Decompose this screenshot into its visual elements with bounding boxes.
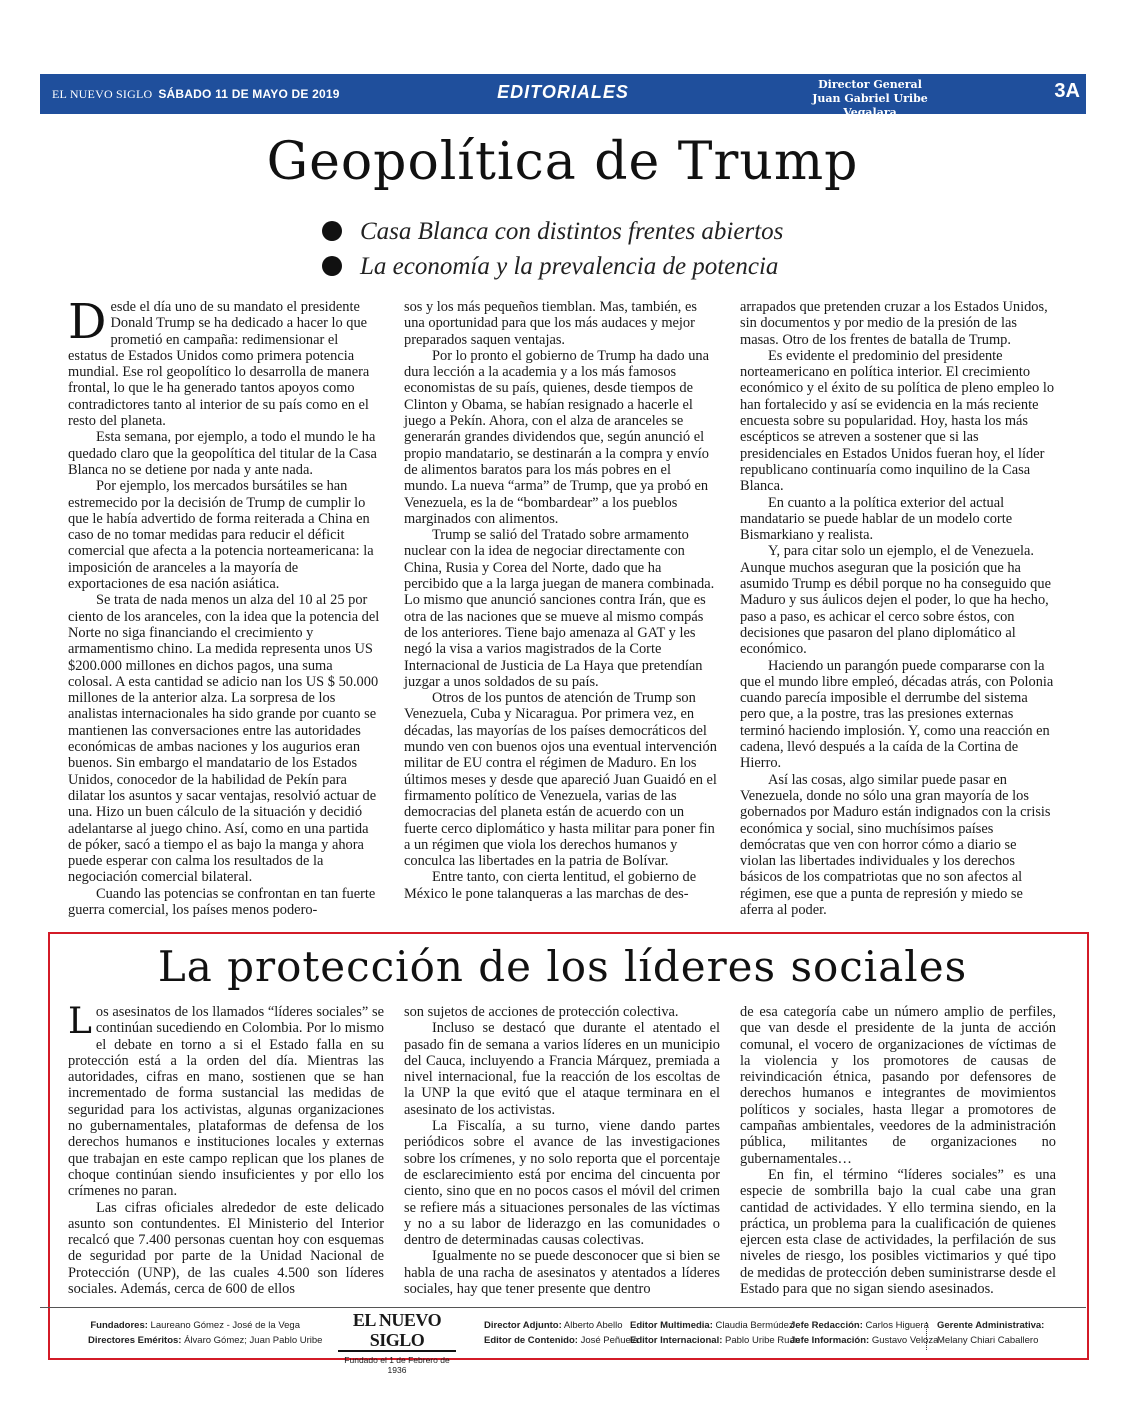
footer-founders: Fundadores: Laureano Gómez - José de la Vega Directores Eméritos: Álvaro Gómez; Juan Pablo Uribe [88,1320,323,1346]
article1-column-1 [68,294,380,918]
article1-subtitles [322,214,783,284]
article1-subtitle: Casa Blanca con distintos frentes abiertos [322,214,783,249]
paragraph: Incluso se destacó que durante el atentado el pasado fin de semana a varios líderes en un municipio del Cauca, incluyendo a Francia Márquez, premiada a nivel internacional, fue la reacción de los escoltas de la UNP la que evitó que el ataque terminara en el asesinato de los activistas. [404,1020,720,1118]
article2-column-1 [68,1001,384,1298]
bullet-icon [322,221,342,241]
article2-column-3 [740,1004,1056,1297]
paragraph: Se trata de nada menos un alza del 10 al 25 por ciento de los aranceles, con la idea que la potencia del Norte no siga financiando el crecimiento y armamentismo chino. La medida representa unos US $200.000 millones en dichos pagos, una suma colosal. A esta cantidad se adicio nan los US $ 50.000 millones de la anterior alza. La sorpresa de los analistas internacionales ha sido grande por cuanto se mantienen las conversaciones entre las autoridades económicas de ambas naciones y los augurios eran buenos. Sin embargo el mandatario de los Estados Unidos, conocedor de la habilidad de Pekín para dilatar los asuntos y sacar ventajas, resolvió actuar de una. Hizo un buen cálculo de la situación y decidió adelantarse al juego chino. Así, como en una partida de póker, sacó a tiempo el as bajo la manga y ahora puede esperar con calma los resultados de la negociación comercial bilateral. [68,592,380,886]
section-name: EDITORIALES [497,82,629,102]
footer-separator [926,1322,927,1350]
director-block [785,78,955,120]
director-name: Juan Gabriel Uribe Vegalara [812,92,928,119]
paragraph: Trump se salió del Tratado sobre armamento nuclear con la idea de negociar directamente con China, Rusia y Corea del Norte, dado que ha percibido que a la larga juegan de manera combinada. Lo mismo que anunció sanciones contra Irán, que es otra de las naciones que se mueve al mismo compás de los anteriores. Tiene bajo amenaza al GAT y les negó la visa a varios magistrados de la Corte Internacional de Justicia de La Haya que pretendían juzgar a unos soldados de su país. [404,527,715,690]
article1-column-2 [404,299,718,902]
paragraph: sos y los más pequeños tiemblan. Mas, también, es una oportunidad para que los más audaces y mejor preparados saquen ventajas. [404,299,697,348]
paragraph: arrapados que pretenden cruzar a los Estados Unidos, sin documentos y por medio de la presión de las masas. Otro de los frentes de batalla de Trump. [740,299,1048,348]
footer-editors-3: Jefe Redacción: Carlos Higuera Jefe Información: Gustavo Veloza [790,1320,939,1346]
section-header-bar [40,74,1086,119]
paragraph: Es evidente el predominio del presidente norteamericano en política interior. El crecimiento económico y el éxito de su política de pleno empleo lo han fortalecido y así se evidencia en la más reciente encuesta sobre su popularidad. Hoy, hasta los más escépticos se atreven a sostener que si las presidenciales en Estados Unidos fueran hoy, el líder republicano continuaría como inquilino de la Casa Blanca. [740,347,1055,495]
article1-subtitle: La economía y la prevalencia de potencia [322,249,783,284]
director-title: Director General [818,78,922,91]
footer-editors-1: Director Adjunto: Alberto Abello Editor de Contenido: José Peñuela [484,1320,639,1346]
paragraph: de esa categoría cabe un número amplio de perfiles, que van desde el presidente de la junta de acción comunal, el vocero de organizaciones de víctimas de la violencia y los promotores de causas de reivindicación étnica, pasando por defensores de derechos humanos e integrantes de movimientos políticos y sociales, hasta llegar a promotores de campañas ambientales, veedores de la administración pública, militantes de organizaciones no gubernamentales… [740,1004,1056,1167]
newspaper-logo: EL NUEVO SIGLO Fundado el 1 de Febrero de 1936 [338,1310,456,1375]
footer-manager: Gerente Administrativa: Melany Chiari Caballero [937,1320,1045,1346]
paragraph: Entre tanto, con cierta lentitud, el gobierno de México le pone talanqueras a las marchas de des- [404,869,697,902]
founded-date: Fundado el 1 de Febrero de 1936 [344,1355,450,1375]
drop-cap: L [68,1001,92,1042]
footer-divider [40,1307,1086,1308]
article2-title: La protección de los líderes sociales [157,942,968,991]
drop-cap: D [68,294,107,350]
paragraph: Por lo pronto el gobierno de Trump ha dado una dura lección a la academia y a los más famosos economistas de su país, quienes, desde tiempos de Clinton y Obama, se habían resignado a hacerle el juego a Pekín. Ahora, con el alza de aranceles se generarán grandes dividendos que, según anunció el propio mandatario, se destinarán a la compra y envío de alimentos baratos para los más pobres en el mundo. La nueva “arma” de Trump, que ya probó en Venezuela, es la de “bombardear” a los pueblos marginados con alimentos. [404,347,709,527]
paragraph: Y, para citar solo un ejemplo, el de Venezuela. Aunque muchos aseguran que la posición que ha asumido Trump es débil porque no ha conseguido que Maduro y sus áulicos dejen el poder, lo que ha hecho, paso a paso, es achicar el cerco sobre éstos, con decisiones que pasaron del plano diplomático al económico. [740,543,1051,658]
paragraph: En cuanto a la política exterior del actual mandatario se puede hablar de un modelo corte Bismarkiano y realista. [740,494,1013,544]
paragraph: Los asesinatos de los llamados “líderes sociales” se continúan sucediendo en Colombia. Por lo mismo el debate en torno a si el Estado falla en su protección está a la orden del día. Mientras las autoridades, cifras en mano, sostienen que se han incrementado de forma sustancial las medidas de seguridad para los activistas, algunas organizaciones no gubernamentales, plataformas de defensa de los derechos humanos e instituciones locales y externas que trabajan en este campo replican que los planes de choque continúan siendo insuficientes y por ello los crímenes no paran. [68,1001,384,1200]
paragraph: son sujetos de acciones de protección colectiva. [404,1004,679,1020]
header-date: SÁBADO 11 DE MAYO DE 2019 [158,87,340,101]
article2-column-2 [404,1004,720,1297]
article1-column-3 [740,299,1056,918]
paragraph: Esta semana, por ejemplo, a todo el mundo le ha quedado claro que la geopolítica del titular de la Casa Blanca no se detiene por nada y ante nada. [68,429,377,478]
header-paper-name: EL NUEVO SIGLO [52,87,153,101]
paragraph: Así las cosas, algo similar puede pasar en Venezuela, donde no sólo una gran mayoría de los gobernados por Maduro están indignados con la crisis económica y social, sino muchísimos países demócratas que ven con horror cómo a diario se violan las libertades individuales y los derechos básicos de los compatriotas que no son afectos al régimen, ese que a punta de represión y miedo se aferra al poder. [740,771,1051,918]
article1-title: Geopolítica de Trump [266,132,859,192]
paragraph: Las cifras oficiales alrededor de este delicado asunto son contundentes. El Ministerio del Interior recalcó que 7.400 personas cuentan hoy con esquemas de seguridad por parte de la Unidad Nacional de Protección (UNP), de las cuales 4.500 son líderes sociales. Además, cerca de 600 de ellos [68,1199,384,1298]
bullet-icon [322,256,342,276]
paragraph: En fin, el término “líderes sociales” es una especie de sombrilla bajo la cual cabe una gran cantidad de actividades. Y ello termina siendo, en la práctica, un problema para la cualificación de quienes ejercen esta clase de actividades, la perfilación de sus niveles de riesgo, los posibles victimarios y qué tipo de medidas de protección deben suministrarse desde el Estado para que no sigan siendo asesinados. [740,1166,1056,1298]
paragraph: Desde el día uno de su mandato el presidente Donald Trump se ha dedicado a hacer lo que prometió en campaña: redimensionar el estatus de Estados Unidos como primera potencia mundial. Ese rol geopolítico lo desarrolla de manera frontal, lo que le ha generado tantos apoyos como contradictores tanto al interior de su país como en el resto del planeta. [68,294,370,430]
paragraph: Cuando las potencias se confrontan en tan fuerte guerra comercial, los países menos podero- [68,885,376,918]
footer-editors-2: Editor Multimedia: Claudia Bermúdez Editor Internacional: Pablo Uribe Ruan [630,1320,801,1346]
paragraph: La Fiscalía, a su turno, viene dando partes periódicos sobre el avance de las investigaciones sobre los crímenes, y no solo reporta que el porcentaje de esclarecimiento está por encima del cincuenta por ciento, sino que en no pocos casos el móvil del crimen se refiere más a situaciones personales de las víctimas y no a su labor de liderazgo en las comunidades o dentro de determinadas causas colectivas. [404,1118,720,1249]
page-number: 3A [1054,80,1080,102]
paragraph: Por ejemplo, los mercados bursátiles se han estremecido por la decisión de Trump de cumplir lo que le había advertido de forma reiterada a China en caso de no tomar medidas para reducir el déficit comercial que afecta a la potencia norteamericana: la imposición de aranceles a la mayoría de exportaciones de esa nación asiática. [68,478,374,593]
paragraph: Otros de los puntos de atención de Trump son Venezuela, Cuba y Nicaragua. Por primera vez, en décadas, las mayorías de los países democráticos del mundo ven con buenos ojos una eventual intervención militar de EU contra el régimen de Maduro. En los últimos meses y desde que apareció Juan Guaidó en el firmamento político de Venezuela, varias de las democracias del planeta están de acuerdo con un fuerte cerco diplomático y hasta militar para poner fin a un régimen que viola los derechos humanos y conculca las libertades en la patria de Bolívar. [404,690,717,870]
paragraph: Igualmente no se puede desconocer que si bien se habla de una racha de asesinatos y atentados a líderes sociales, hay que tener presente que dentro [404,1248,720,1298]
paragraph: Haciendo un parangón puede compararse con la que el mundo libre empleó, décadas atrás, con Polonia cuando parecía imposible el derrumbe del sistema pero que, a la postre, tras las presiones externas terminó haciendo implosión. Y, como una reacción en cadena, llevó después a la caída de la Cortina de Hierro. [740,657,1054,772]
